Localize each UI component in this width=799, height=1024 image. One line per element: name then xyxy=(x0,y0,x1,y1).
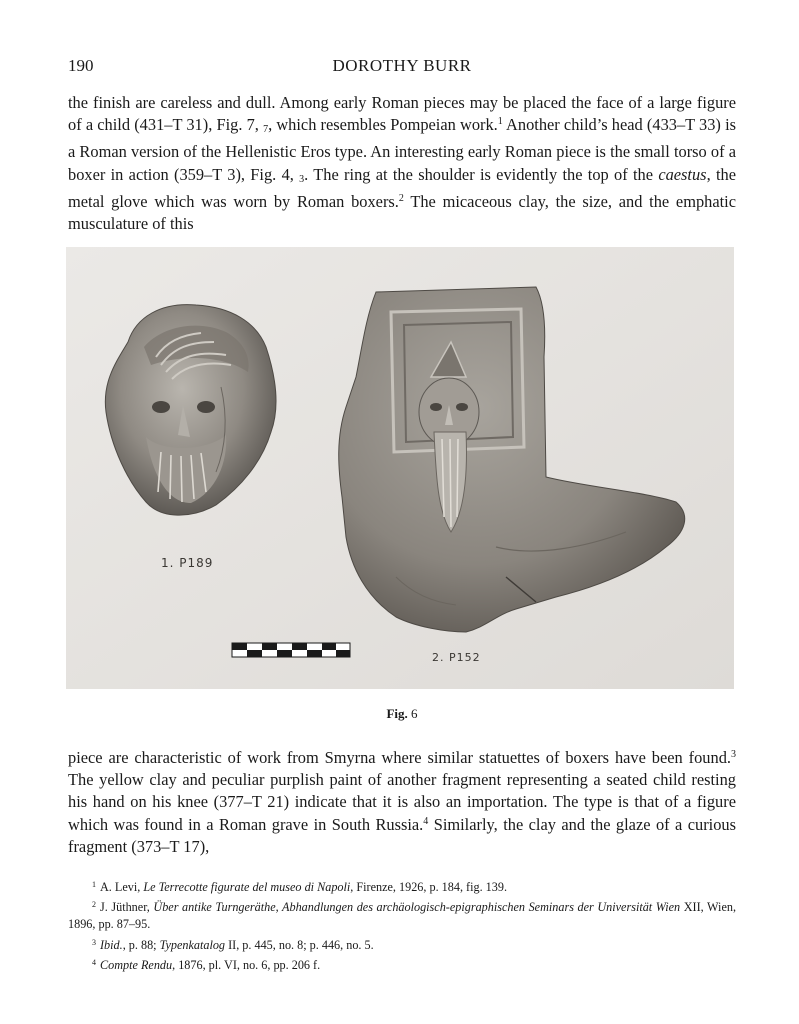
terracotta-fragments-illustration xyxy=(66,247,734,689)
footnote-text: , Firenze, 1926, p. 184, fig. 139. xyxy=(350,880,508,894)
footnote-text: J. Jüthner, xyxy=(100,900,154,915)
text-run: . The ring at the shoulder is evidently the top of the xyxy=(304,164,659,184)
footnote-text: A. Levi, xyxy=(100,880,144,894)
text-run: , which resembles Pompeian work. xyxy=(268,115,498,135)
text-run: The yellow clay and peculiar purplish paint of another fragment representing a seated child resting his hand on his knee (377–T 21) indicate that it is also an importation. The type is that of a figure which was found in a Roman grave in South Russia. xyxy=(68,770,736,834)
specimen-label-1: 1. P189 xyxy=(161,556,214,570)
footnote-text: II, p. 445, no. 8; p. 446, no. 5. xyxy=(225,937,374,952)
text-run: Similarly, the clay and the glaze of a curious fragment (373–T 17), xyxy=(68,814,736,856)
footnote-title: Typenkatalog xyxy=(159,937,226,952)
text-run: the finish are careless and dull. Among early Roman pieces may be placed the face of a large figure of a child (431–T 31), Fig. 7, xyxy=(68,93,736,135)
footnote-1 xyxy=(68,876,736,896)
figure-label: Fig. xyxy=(386,706,408,721)
body-paragraph-top xyxy=(68,92,736,235)
footnote-title: Über antike Turngeräthe, Abhandlungen des archäologisch-epigraphischen Seminars der Universität Wien xyxy=(153,900,681,915)
running-head: DOROTHY BURR xyxy=(332,56,472,75)
footnote-mark: 3 xyxy=(92,937,96,947)
footnote-ref[interactable]: 2 xyxy=(398,192,404,204)
page-header xyxy=(68,56,736,82)
figure-plate-photo xyxy=(66,247,734,689)
footnote-text: , p. 88; xyxy=(122,937,160,952)
footnote-text: , 1876, pl. VI, no. 6, pp. 206 f. xyxy=(172,957,321,972)
footnote-2 xyxy=(68,896,736,933)
text-run: The micaceous clay, the size, and the emphatic musculature of this xyxy=(68,191,736,234)
scale-bar xyxy=(232,643,350,657)
footnote-mark: 1 xyxy=(92,880,96,889)
page-number: 190 xyxy=(68,56,94,75)
text-run: , the metal glove which was worn by Roman boxers. xyxy=(68,164,736,211)
specimen-label-2: 2. P152 xyxy=(432,651,481,664)
figure-item-subscript: 3 xyxy=(299,173,305,185)
footnote-title: Le Terrecotte figurate del museo di Napoli xyxy=(143,880,351,894)
figure-number: 6 xyxy=(411,706,418,721)
footnotes xyxy=(68,876,736,974)
text-run: Another child’s head (433–T 33) is a Roman version of the Hellenistic Eros type. An interesting early Roman piece is the small torso of a boxer in action (359–T 3), Fig. 4, xyxy=(68,115,736,184)
footnote-mark: 4 xyxy=(92,957,96,967)
footnote-3 xyxy=(68,934,736,954)
figure-item-subscript: 7 xyxy=(263,124,269,136)
footnote-title: Compte Rendu xyxy=(100,957,173,972)
footnote-4 xyxy=(68,954,736,974)
footnote-mark: 2 xyxy=(92,900,96,910)
footnote-title: Ibid. xyxy=(100,937,123,952)
footnote-ref[interactable]: 3 xyxy=(731,749,736,760)
footnote-ref[interactable]: 1 xyxy=(497,116,503,128)
footnote-ref[interactable]: 4 xyxy=(423,815,429,827)
figure-caption xyxy=(68,706,736,722)
footnote-text: XII, Wien, 1896, pp. 87–95. xyxy=(68,900,736,932)
body-paragraph-bottom xyxy=(68,747,736,858)
italic-term: caestus xyxy=(658,164,707,184)
text-run: piece are characteristic of work from Smyrna where similar statuettes of boxers have been found. xyxy=(68,748,731,767)
